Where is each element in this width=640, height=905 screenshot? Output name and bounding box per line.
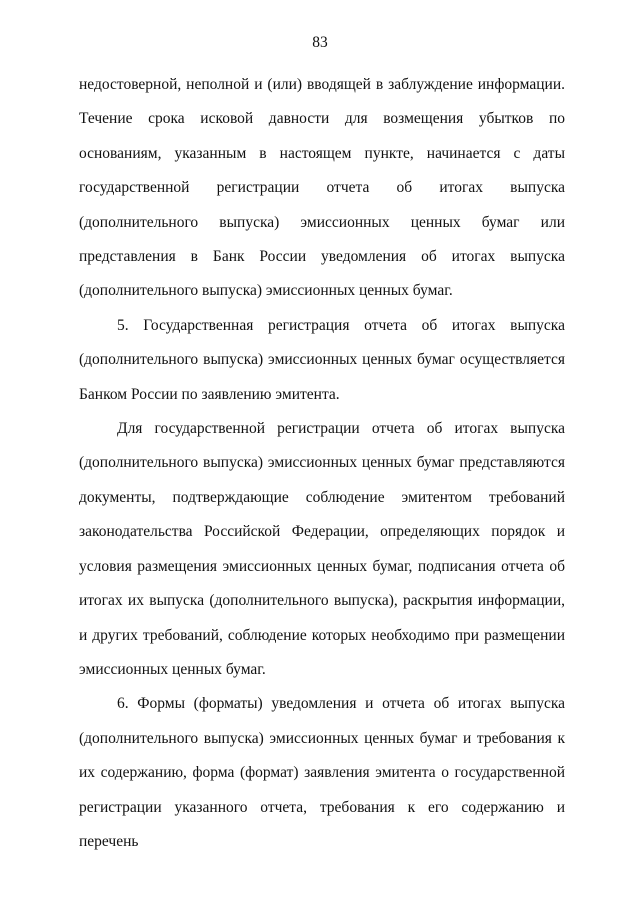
paragraph-continuation: недостоверной, неполной и (или) вводящей в заблуждение информации. Течение срока исковой давности для возмещения убытков по основаниям, указанным в настоящем пункте, начинается с даты государственной регистрации отчета об итогах выпуска (дополнительного выпуска) эмиссионных ценных бумаг или представления в Банк России уведомления об итогах выпуска (дополнительного выпуска) эмиссионных ценных бумаг. <box>79 76 565 300</box>
page-number: 83 <box>312 34 328 51</box>
paragraph-registration-documents: Для государственной регистрации отчета об итогах выпуска (дополнительного выпуска) эмиссионных ценных бумаг представляются документы, подтверждающие соблюдение эмитентом требований законодательства Российской Федерации, определяющих порядок и условия размещения эмиссионных ценных бумаг, подписания отчета об итогах их выпуска (дополнительного выпуска), раскрытия информации, и других требований, соблюдение которых необходимо при размещении эмиссионных ценных бумаг. <box>79 420 565 678</box>
paragraph-item-6: 6. Формы (форматы) уведомления и отчета об итогах выпуска (дополнительного выпуска) эмиссионных ценных бумаг и требования к их содержанию, форма (формат) заявления эмитента о государственной регистрации указанного отчета, требования к его содержанию и перечень <box>79 695 565 850</box>
document-body <box>79 68 565 859</box>
paragraph-item-5: 5. Государственная регистрация отчета об итогах выпуска (дополнительного выпуска) эмиссионных ценных бумаг осуществляется Банком России по заявлению эмитента. <box>79 316 565 403</box>
